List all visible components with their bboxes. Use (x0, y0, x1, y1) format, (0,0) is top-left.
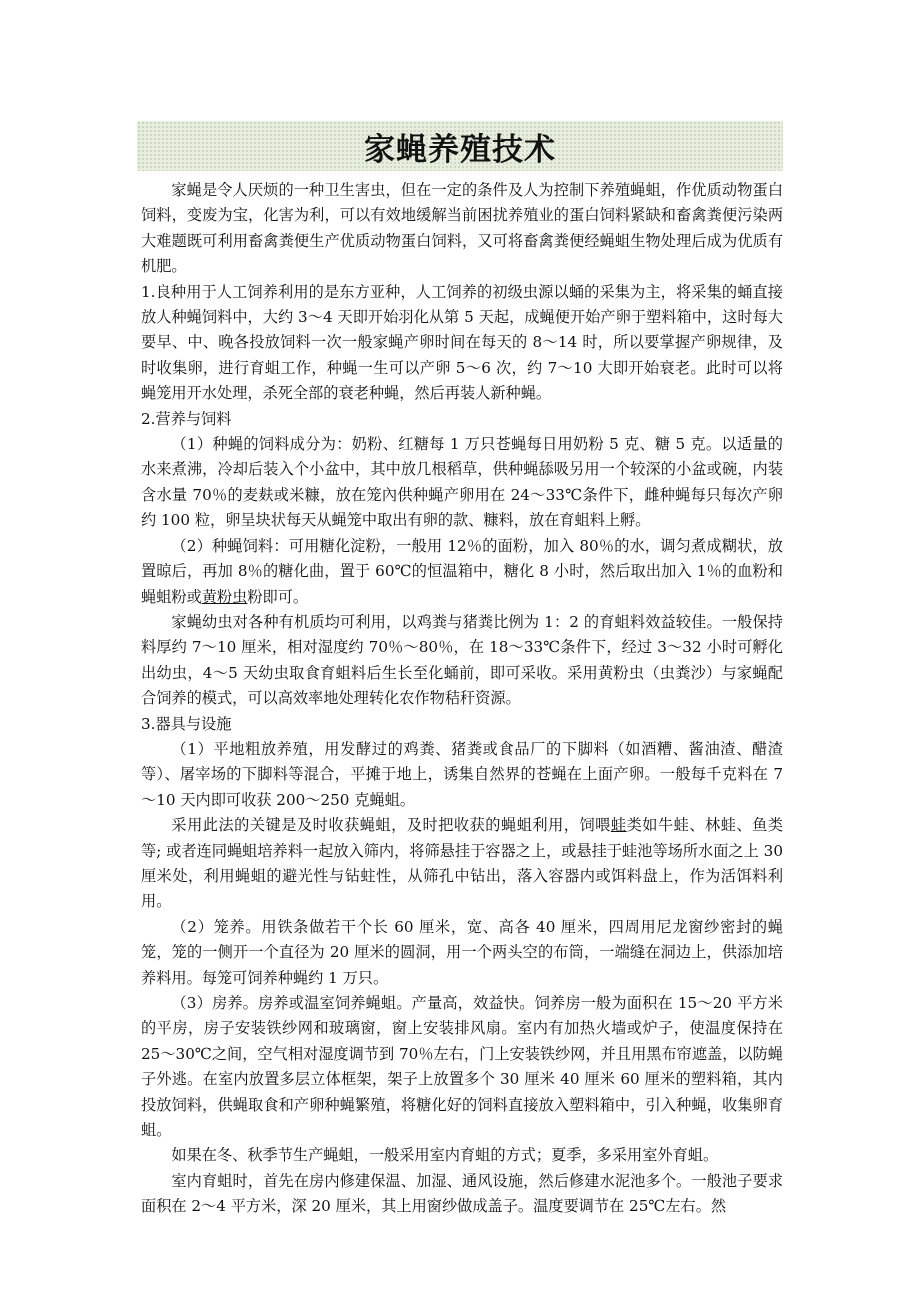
paragraph-section-1: 1.良种用于人工饲养利用的是东方亚种，人工饲养的初级虫源以蛹的采集为主，将采集的蛹直接放人种蝇饲料中，大约 3～4 天即开始羽化从第 5 天起，成蝇便开始产卵于塑料箱中，这时每大要早、中、晚各投放饲料一次一般家蝇产卵时间在每天的 8～14 时，所以要掌握产卵规律，及时收集卵，进行育蛆工作，种蝇一生可以产卵 5～6 次，约 7～10 大即开始衰老。此时可以将蝇笼用开水处理，杀死全部的衰老种蝇，然后再装人新种蝇。 (141, 282, 783, 403)
document-body (141, 178, 783, 1288)
paragraph-ground-rearing: （1）平地粗放养殖，用发酵过的鸡粪、猪粪或食品厂的下脚料（如酒糟、酱油渣、醋渣等）、屠宰场的下脚料等混合，平摊于地上，诱集自然界的苍蝇在上面产卵。一般每千克料在 7～10 天内即可收获 200～250 克蝇蛆。 (141, 739, 783, 809)
paragraph-harvest (141, 813, 783, 915)
underlined-term: 蛙 (610, 816, 627, 835)
title-banner (137, 121, 783, 171)
section-heading-3: 3.器具与设施 (141, 714, 232, 733)
paragraph-intro: 家蝇是令人厌烦的一种卫生害虫，但在一定的条件及人为控制下养殖蝇蛆，作优质动物蛋白饲料，变废为宝，化害为利，可以有效地缓解当前困扰养殖业的蛋白饲料紧缺和畜禽粪便污染两大难题既可利用畜禽粪便生产优质动物蛋白饲料，又可将畜禽粪便经蝇蛆生物处理后成为优质有机肥。 (141, 181, 783, 276)
paragraph-larvae: 家蝇幼虫对各种有机质均可利用，以鸡粪与猪粪比例为 1：2 的育蛆料效益较佳。一般保持料厚约 7～10 厘米，相对湿度约 70％～80％，在 18～33℃条件下，经过 3～32 小时可孵化出幼虫，4～5 天幼虫取食育蛆料后生长至化蛹前，即可采收。采用黄粉虫（虫粪沙）与家蝇配合饲养的模式，可以高效率地处理转化农作物秸秆资源。 (141, 612, 783, 708)
document-title: 家蝇养殖技术 (364, 131, 556, 168)
text-run: 类如牛蛙、林蛙、鱼类等; 或者连同蝇蛆培养料一起放入筛内，将筛悬挂于容器之上，或悬挂于蛙池等场所水面之上 30 厘米处，利用蝇蛆的避光性与钻蛀性，从筛孔中钻出，落入容器内或饵料盘上，作为活饵料利用。 (141, 816, 783, 911)
paragraph-room-rearing: （3）房养。房养或温室饲养蝇蛆。产量高，效益快。饲养房一般为面积在 15～20 平方米的平房，房子安装铁纱网和玻璃窗，窗上安装排风扇。室内有加热火墙或炉子，使温度保持在 25～30℃之间，空气相对湿度调节到 70％左右，门上安装铁纱网，并且用黑布帘遮盖，以防蝇子外逃。在室内放置多层立体框架，架子上放置多个 30 厘米 40 厘米 60 厘米的塑料箱，其内投放饲料，供蝇取食和产卵种蝇繁殖，将糖化好的饲料直接放入塑料箱中，引入种蝇，收集卵育蛆。 (141, 994, 783, 1140)
paragraph-season: 如果在冬、秋季节生产蝇蛆，一般采用室内育蛆的方式；夏季，多采用室外育蛆。 (171, 1146, 719, 1165)
paragraph-cage-rearing: （2）笼养。用铁条做若干个长 60 厘米，宽、高各 40 厘米，四周用尼龙窗纱密封的蝇笼，笼的一侧开一个直径为 20 厘米的圆洞，用一个两头空的布筒，一端缝在洞边上，供添加培养料用。每笼可饲养种蝇约 1 万只。 (141, 917, 783, 987)
underlined-term: 黄粉虫 (201, 587, 248, 606)
section-heading-2: 2.营养与饲料 (141, 409, 232, 428)
text-run: 采用此法的关键是及时收获蝇蛆，及时把收获的蝇蛆利用，饲喂 (171, 816, 611, 835)
paragraph-indoor: 室内育蛆时，首先在房内修建保温、加湿、通风设施，然后修建水泥池多个。一般池子要求面积在 2～4 平方米，深 20 厘米，其上用窗纱做成盖子。温度要调节在 25℃左右。然 (141, 1171, 783, 1216)
paragraph-feed-1: （1）种蝇的饲料成分为：奶粉、红糖每 1 万只苍蝇每日用奶粉 5 克、糖 5 克。以适量的水来煮沸，冷却后装入个小盆中，其中放几根稻草，供种蝇舔吸另用一个较深的小盆或碗，内装含水量 70％的麦麸或米糠，放在笼內供种蝇产卵用在 24～33℃条件下，雌种蝇每只每次产卵约 100 粒，卵呈块状每天从蝇笼中取出有卵的款、糠料，放在育蛆料上孵。 (141, 435, 783, 530)
paragraph-feed-2 (141, 534, 783, 610)
text-run: 粉即可。 (247, 587, 309, 606)
text-run: （2）种蝇饲料：可用糖化淀粉，一般用 12％的面粉，加入 80％的水，调匀煮成糊状，放置晾后，再加 8％的糖化曲，置于 60℃的恒温箱中，糖化 8 小时，然后取出加入 1％的血粉和蝇蛆粉或 (141, 536, 783, 606)
